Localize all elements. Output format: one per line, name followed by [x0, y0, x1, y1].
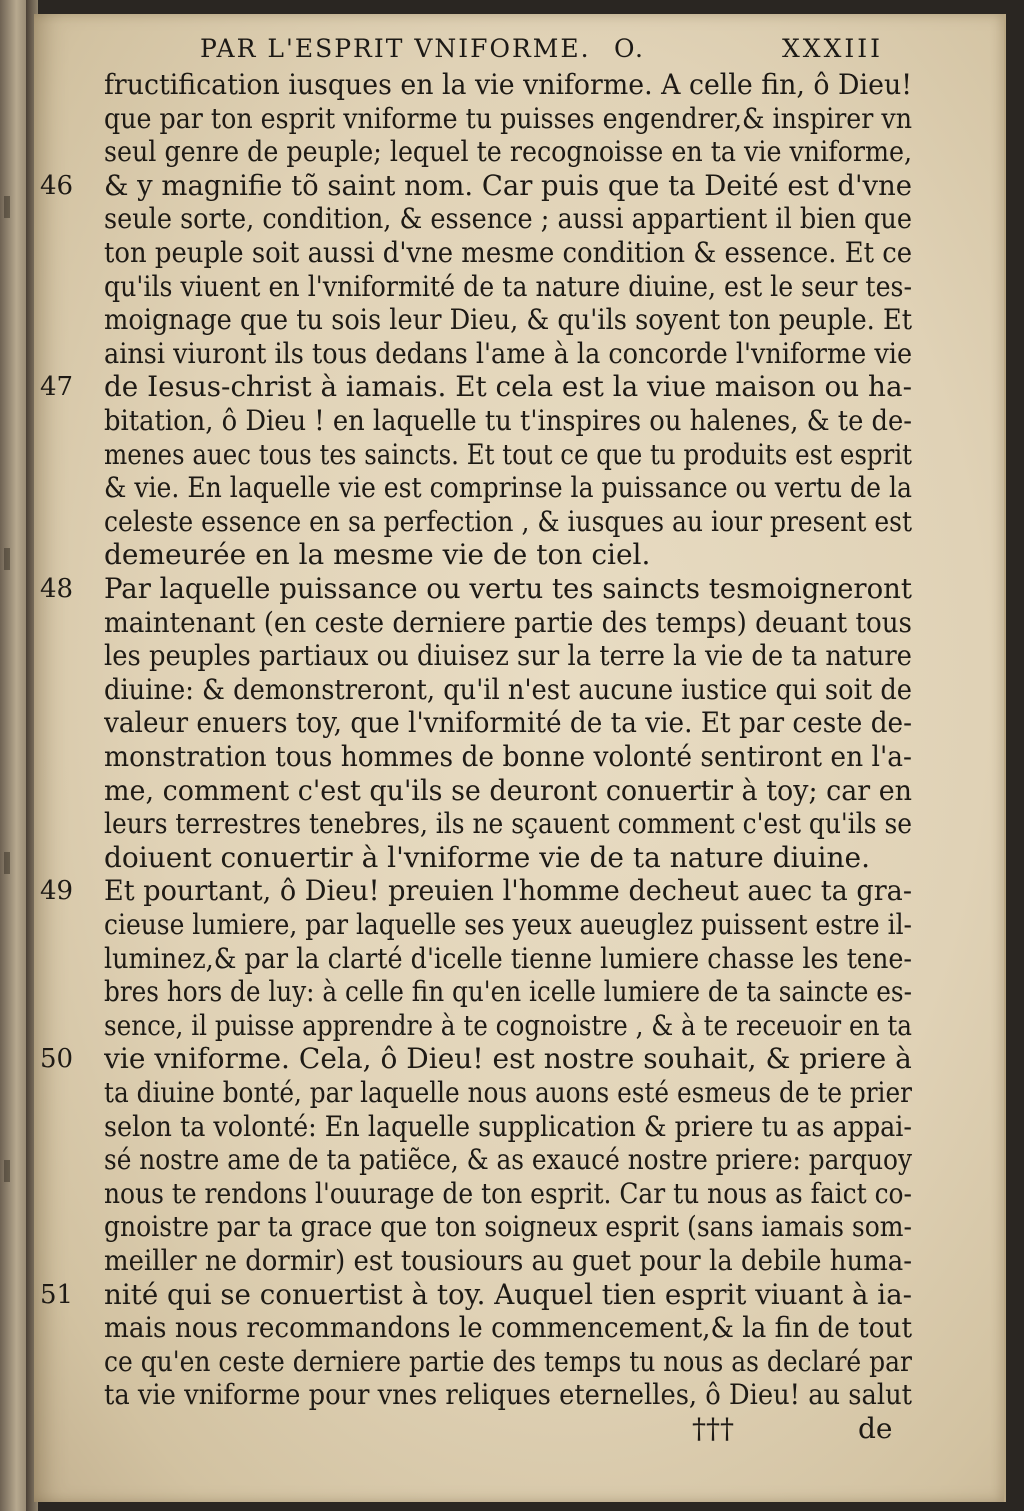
verse-number: 46 [40, 170, 74, 201]
text-line [104, 1244, 912, 1278]
verse-number: 49 [40, 876, 74, 907]
text-line [104, 942, 912, 976]
text-line-content: moignage que tu sois leur Dieu, & qu'ils soyent ton peuple. Et [104, 303, 912, 337]
folio-number: XXXIII [782, 34, 884, 63]
text-line-content: valeur enuers toy, que l'vniformité de ta vie. Et par ceste de- [104, 706, 912, 740]
text-line [104, 270, 912, 304]
text-line [104, 1311, 912, 1345]
text-line-content: maintenant (en ceste derniere partie des temps) deuant tous [104, 605, 912, 639]
text-line-content: menes auec tous tes saincts. Et tout ce que tu produits est esprit [104, 437, 912, 471]
signature-mark: ††† [692, 1412, 734, 1445]
text-line [104, 236, 912, 270]
text-line [104, 841, 912, 875]
text-line-content: bres hors de luy: à celle fin qu'en icelle lumiere de ta saincte es- [104, 975, 912, 1009]
text-line-content: monstration tous hommes de bonne volonté sentiront en l'a- [104, 740, 912, 773]
text-line [104, 505, 912, 539]
text-line [104, 135, 912, 169]
text-line-content: celeste essence en sa perfection , & iusques au iour present est [104, 504, 912, 538]
ink-mark [4, 852, 10, 874]
text-line-content: seule sorte, condition, & essence ; aussi appartient il bien que [104, 202, 912, 236]
text-line-content: meiller ne dormir) est tousiours au guet pour la debile huma- [104, 1244, 912, 1277]
text-line-content: demeurée en la mesme vie de ton ciel. [104, 538, 651, 572]
text-line-content: diuine: & demonstreront, qu'il n'est aucune iustice qui soit de [104, 672, 912, 706]
text-line-content: ta vie vniforme pour vnes reliques eternelles, ô Dieu! au salut [104, 1378, 912, 1412]
text-line [104, 606, 912, 640]
verse-number: 47 [40, 372, 74, 403]
verse-number: 48 [40, 574, 74, 604]
text-line [104, 807, 912, 841]
text-line-content: nous te rendons l'ouurage de ton esprit. Car tu nous as faict co- [104, 1176, 912, 1210]
running-head-title: PAR L'ESPRIT VNIFORME. [200, 34, 591, 63]
text-line-content: cieuse lumiere, par laquelle ses yeux aueuglez puissent estre il- [104, 908, 912, 941]
text-line [104, 68, 912, 102]
text-line-content: Et pourtant, ô Dieu! preuien l'homme decheut auec ta gra- [104, 874, 912, 908]
text-line [104, 303, 912, 337]
text-line-content: mais nous recommandons le commencement,& la fin de tout [104, 1311, 912, 1345]
verse-number: 50 [40, 1044, 74, 1075]
text-line-content: seul genre de peuple; lequel te recognoisse en ta vie vniforme, [104, 135, 912, 169]
text-line-content: de Iesus-christ à iamais. Et cela est la viue maison ou ha- [104, 370, 912, 404]
text-line-content: qu'ils viuent en l'vniformité de ta nature diuine, est le seur tes- [104, 269, 912, 303]
text-line [104, 740, 912, 774]
text-line-content: Par laquelle puissance ou vertu tes saincts tesmoigneront [104, 572, 912, 605]
text-line [104, 1177, 912, 1211]
ink-mark [4, 196, 10, 218]
text-line [104, 471, 912, 505]
text-line-content: & y magnifie tõ saint nom. Car puis que ta Deité est d'vne [104, 168, 912, 202]
text-line [104, 337, 912, 371]
text-line [104, 102, 912, 136]
text-line [104, 438, 912, 472]
text-line-content: vie vniforme. Cela, ô Dieu! est nostre souhait, & priere à [104, 1042, 912, 1076]
text-line [104, 572, 912, 606]
running-head-signature: O. [614, 34, 645, 63]
text-line [104, 774, 912, 808]
text-line [104, 975, 912, 1009]
text-line-content: sence, il puisse apprendre à te cognoistre , & à te receuoir en ta [104, 1008, 912, 1042]
text-line [104, 1143, 912, 1177]
text-line-content: selon ta volonté: En laquelle supplication & priere tu as appai- [104, 1109, 912, 1143]
text-line-content: sé nostre ame de ta patiẽce, & as exaucé nostre priere: parquoy [104, 1143, 912, 1177]
text-line [104, 1210, 912, 1244]
text-line [104, 202, 912, 236]
text-line-content: que par ton esprit vniforme tu puisses engendrer,& inspirer vn [104, 101, 912, 135]
catchword: de [858, 1412, 893, 1445]
ink-mark [4, 1160, 10, 1182]
text-line [104, 1378, 912, 1412]
text-line [104, 673, 912, 707]
text-line [104, 169, 912, 203]
text-line-content: ta diuine bonté, par laquelle nous auons esté esmeus de te prier [104, 1076, 912, 1109]
text-line-content: doiuent conuertir à l'vniforme vie de ta nature diuine. [104, 840, 870, 874]
text-line [104, 538, 912, 572]
text-line [104, 370, 912, 404]
text-line [104, 404, 912, 438]
ink-mark [4, 548, 10, 570]
running-head [200, 34, 940, 64]
text-line-content: & vie. En laquelle vie est comprinse la puissance ou vertu de la [104, 471, 912, 505]
text-line [104, 1110, 912, 1144]
text-line [104, 1042, 912, 1076]
text-line [104, 908, 912, 942]
verse-number: 51 [40, 1279, 74, 1310]
text-line-content: nité qui se conuertist à toy. Auquel tien esprit viuant à ia- [104, 1277, 912, 1311]
text-line-content: les peuples partiaux ou diuisez sur la terre la vie de ta nature [104, 639, 912, 673]
text-line [104, 639, 912, 673]
text-line [104, 874, 912, 908]
text-line [104, 1278, 912, 1312]
text-line-content: fructification iusques en la vie vniforme. A celle fin, ô Dieu! [104, 68, 912, 101]
text-line [104, 1345, 912, 1379]
text-line-content: ton peuple soit aussi d'vne mesme condition & essence. Et ce [104, 236, 912, 269]
text-line-content: me, comment c'est qu'ils se deuront conuertir à toy; car en [104, 773, 912, 807]
text-line-content: gnoistre par ta grace que ton soigneux esprit (sans iamais som- [104, 1210, 912, 1244]
text-line [104, 706, 912, 740]
text-line-content: leurs terrestres tenebres, ils ne sçauent comment c'est qu'ils se [104, 807, 912, 841]
text-line-content: luminez,& par la clarté d'icelle tienne lumiere chasse les tene- [104, 941, 912, 975]
text-line-content: bitation, ô Dieu ! en laquelle tu t'inspires ou halenes, & te de- [104, 404, 912, 437]
text-line-content: ainsi viuront ils tous dedans l'ame à la concorde l'vniforme vie [104, 336, 912, 370]
text-line [104, 1076, 912, 1110]
text-line-content: ce qu'en ceste derniere partie des temps tu nous as declaré par [104, 1344, 912, 1378]
text-line [104, 1009, 912, 1043]
